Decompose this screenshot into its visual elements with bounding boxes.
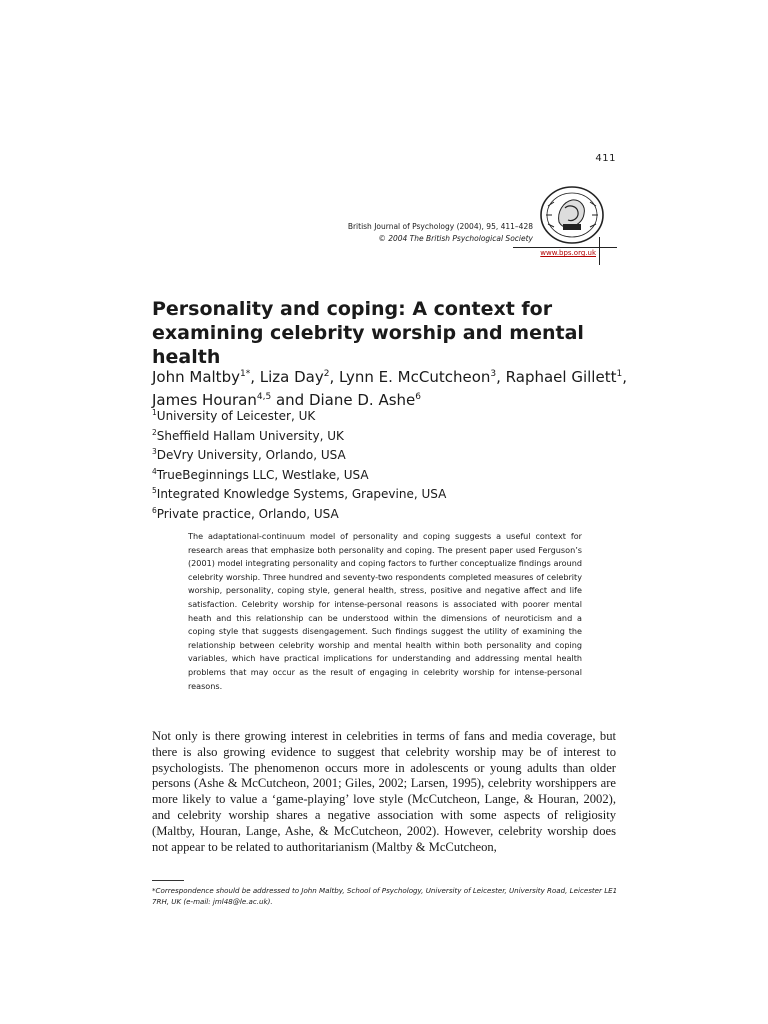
affiliation: $^2$Sheffield Hallam University, UK xyxy=(152,427,344,443)
affiliation: $^6$Private practice, Orlando, USA xyxy=(152,505,339,521)
footnote-rule xyxy=(152,880,184,881)
journal-citation: British Journal of Psychology (2004), 95, 411–428 xyxy=(347,222,533,231)
author: Diane D. Ashe$^6$ xyxy=(308,391,422,409)
header-vertical-rule xyxy=(599,237,600,265)
author: Liza Day$^2$, xyxy=(259,368,340,386)
page-number: 411 xyxy=(595,153,616,164)
correspondence-footnote: *Correspondence should be addressed to John Maltby, School of Psychology, University of Leicester, University Road, Leicester LE1 7RH, UK (e-mail: jml48@le.ac.uk). xyxy=(152,886,618,906)
abstract: The adaptational-continuum model of personality and coping suggests a useful context for research areas that emphasize both personality and coping. The present paper used Ferguson’s (2001) model integrating personality and coping factors to further conceptualize findings around celebrity worship. Three hundred and seventy-two respondents completed measures of celebrity worship, personality, coping style, general health, stress, positive and negative affect and life satisfaction. Celebrity worship for intense-personal reasons is associated with poorer mental heath and this relationship can be understood within the dimensions of neuroticism and a coping style that suggests disengagement. Such findings suggest the utility of examining the relationship between celebrity worship and mental health within both personality and coping variables, which have practical implications for understanding and addressing mental health problems that may occur as the result of engaging in celebrity worship for intense-personal reasons. xyxy=(188,531,582,691)
author: Raphael Gillett$^1$, xyxy=(505,368,627,386)
affiliation: $^4$TrueBeginnings LLC, Westlake, USA xyxy=(152,466,369,482)
affiliation-list xyxy=(152,405,622,522)
journal-info xyxy=(348,221,533,245)
author: John Maltby$^{1*}$, xyxy=(152,368,260,386)
affiliation: $^3$DeVry University, Orlando, USA xyxy=(152,447,346,462)
website-link[interactable]: www.bps.org.uk xyxy=(540,249,596,257)
author: Lynn E. McCutcheon$^3$, xyxy=(339,368,506,386)
author: James Houran$^{4,5}$ and xyxy=(152,391,309,409)
affiliation: $^1$University of Leicester, UK xyxy=(152,408,316,423)
british-psychological-society-seal-icon xyxy=(537,184,607,246)
body-paragraph: Not only is there growing interest in celebrities in terms of fans and media coverage, but there is also growing evidence to suggest that celebrity worship may be of interest to psychologists. The phenomenon occurs more in adolescents or young adults than older persons (Ashe & McCutcheon, 2001; Giles, 2002; Larsen, 1995), celebrity worshippers are more likely to value a ‘game-playing’ love style (McCutcheon, Lange, & Houran, 2002), and celebrity worship shares a negative association with some aspects of religiosity (Maltby, Houran, Lange, Ashe, & McCutcheon, 2002). However, celebrity worship does not appear to be related to authoritarianism (Maltby & McCutcheon, xyxy=(152,729,616,854)
copyright-line: © 2004 The British Psychological Society xyxy=(378,234,533,243)
author-list xyxy=(152,364,632,410)
header-horizontal-rule xyxy=(513,247,617,248)
article-title: Personality and coping: A context for examining celebrity worship and mental health xyxy=(152,298,584,368)
affiliation: $^5$Integrated Knowledge Systems, Grapevine, USA xyxy=(152,486,447,501)
